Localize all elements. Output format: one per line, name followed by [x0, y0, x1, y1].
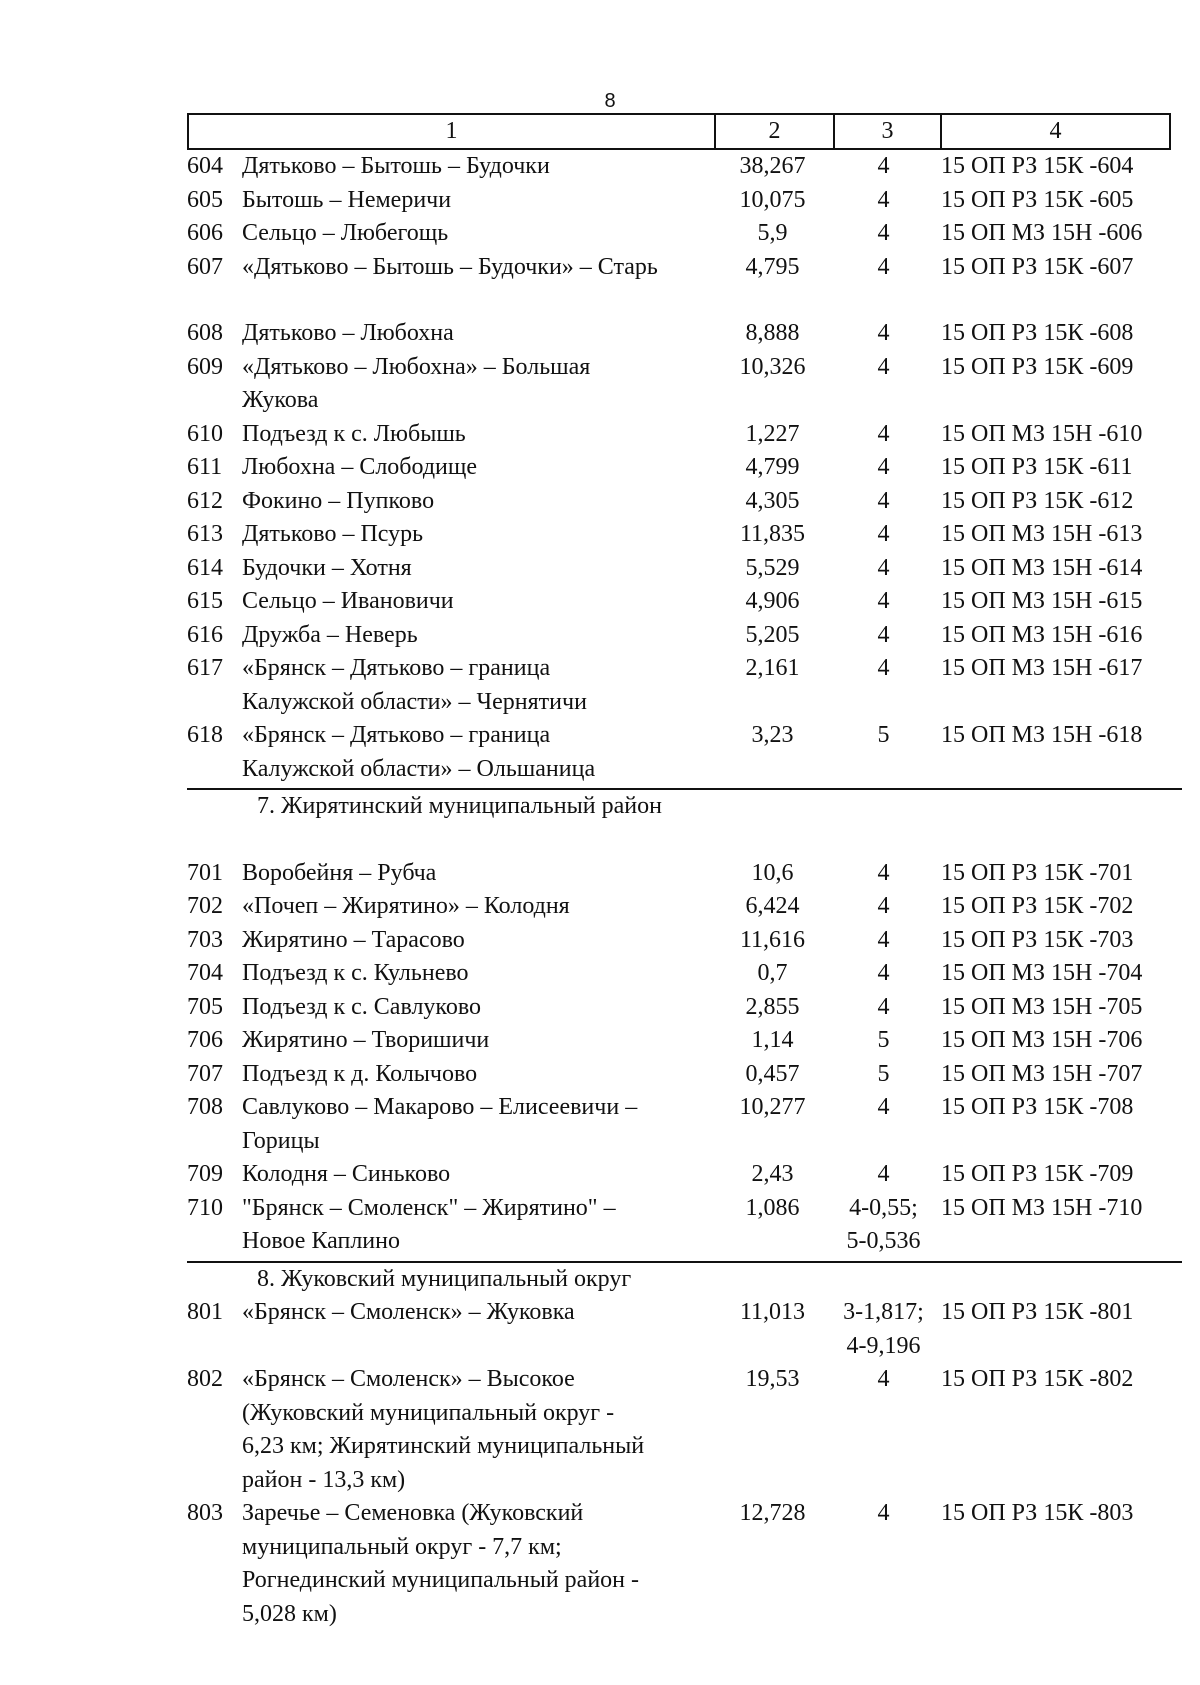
- table-row: [187, 351, 1200, 418]
- road-category: [831, 184, 936, 218]
- road-name-line: Фокино – Пупково: [242, 487, 435, 514]
- road-category-line: 4: [877, 554, 890, 581]
- road-length: 2,43: [751, 1161, 794, 1187]
- road-name: [240, 1296, 714, 1363]
- road-length: 5,529: [745, 554, 800, 581]
- road-category: [831, 1363, 936, 1497]
- road-name: [240, 351, 714, 418]
- road-name: [240, 1091, 714, 1158]
- road-code: 15 ОП МЗ 15Н -705: [941, 993, 1143, 1020]
- road-name-line: «Дятьково – Любохна» – Большая: [242, 353, 591, 380]
- road-code: 15 ОП МЗ 15Н -610: [941, 420, 1143, 447]
- road-number: 618: [187, 722, 223, 748]
- road-name-line: Дятьково – Любохна: [242, 320, 454, 346]
- road-category-line: 4-9,196: [846, 1332, 921, 1359]
- road-category-line: 4: [877, 186, 890, 213]
- table-row: [187, 957, 1200, 991]
- road-length: 1,086: [745, 1194, 800, 1221]
- road-name-line: Савлуково – Макарово – Елисеевичи –: [242, 1094, 638, 1120]
- table-row: [187, 317, 1200, 351]
- road-category-line: 4: [877, 655, 890, 681]
- road-code: 15 ОП РЗ 15К -703: [941, 926, 1134, 953]
- table-row: [187, 1192, 1200, 1259]
- header-col-1: 1: [189, 115, 716, 148]
- road-code: 15 ОП РЗ 15К -612: [941, 487, 1134, 514]
- road-category-line: 5: [877, 1027, 890, 1053]
- road-name-line: Любохна – Слободище: [242, 454, 478, 480]
- road-name: [240, 518, 714, 552]
- road-code: 15 ОП РЗ 15К -608: [941, 320, 1134, 346]
- road-category: [831, 991, 936, 1025]
- road-name: [240, 1497, 714, 1631]
- road-name-line: Подъезд к с. Кульнево: [242, 960, 469, 986]
- road-code: 15 ОП МЗ 15Н -613: [941, 521, 1143, 547]
- road-number: 704: [187, 960, 223, 986]
- road-name-line: Жукова: [242, 387, 319, 413]
- table-row: [187, 150, 1200, 184]
- table-row: [187, 719, 1200, 786]
- road-name-line: "Брянск – Смоленск" – Жирятино" –: [242, 1194, 616, 1221]
- road-name-line: «Дятьково – Бытошь – Будочки» – Старь: [242, 253, 658, 280]
- road-length: 12,728: [739, 1500, 806, 1526]
- road-length: 10,326: [739, 353, 806, 380]
- road-category: [831, 217, 936, 251]
- road-code: 15 ОП РЗ 15К -607: [941, 253, 1134, 280]
- road-category-line: 4: [877, 353, 890, 380]
- road-number: 608: [187, 320, 223, 346]
- road-category-line: 3-1,817;: [843, 1299, 924, 1325]
- road-category: [831, 351, 936, 418]
- road-category-line: 4: [877, 220, 890, 246]
- road-category: [831, 1192, 936, 1259]
- road-number: 701: [187, 859, 223, 886]
- road-category: [831, 857, 936, 891]
- spacer: [187, 824, 1200, 857]
- road-number: 702: [187, 893, 223, 919]
- road-name-line: Дятьково – Псурь: [242, 521, 424, 547]
- road-category: [831, 1058, 936, 1092]
- table-row: [187, 1497, 1200, 1631]
- road-number: 709: [187, 1161, 223, 1187]
- road-code: 15 ОП МЗ 15Н -706: [941, 1027, 1143, 1053]
- road-number: 706: [187, 1027, 223, 1053]
- road-category-line: 4: [877, 993, 890, 1020]
- road-length: 3,23: [751, 722, 794, 748]
- road-category-line: 4: [877, 1161, 890, 1187]
- road-category-line: 4: [877, 621, 890, 648]
- road-name-line: муниципальный округ - 7,7 км;: [242, 1533, 562, 1560]
- table-row: [187, 418, 1200, 452]
- table-row: [187, 518, 1200, 552]
- road-length: 4,799: [745, 454, 800, 480]
- road-category-line: 4-0,55;: [849, 1194, 918, 1221]
- table-row: [187, 1091, 1200, 1158]
- road-category-line: 4: [877, 960, 890, 986]
- road-length: 11,835: [739, 521, 806, 547]
- road-code: 15 ОП РЗ 15К -604: [941, 153, 1134, 179]
- road-category-line: 4: [877, 487, 890, 514]
- road-category: [831, 1296, 936, 1363]
- road-category: [831, 1497, 936, 1631]
- road-length: 1,14: [751, 1027, 794, 1053]
- header-col-2: 2: [716, 115, 835, 148]
- road-name-line: 5,028 км): [242, 1600, 337, 1627]
- road-length: 8,888: [745, 320, 800, 346]
- road-length: 10,277: [739, 1094, 806, 1120]
- road-category: [831, 251, 936, 285]
- road-category: [831, 485, 936, 519]
- table-row: [187, 991, 1200, 1025]
- road-name: [240, 451, 714, 485]
- road-name: [240, 857, 714, 891]
- road-code: 15 ОП РЗ 15К -702: [941, 893, 1134, 919]
- road-number: 607: [187, 253, 223, 280]
- table-row: [187, 451, 1200, 485]
- road-category: [831, 451, 936, 485]
- road-number: 801: [187, 1299, 223, 1325]
- road-category: [831, 652, 936, 719]
- road-code: 15 ОП МЗ 15Н -617: [941, 655, 1143, 681]
- road-code: 15 ОП РЗ 15К -701: [941, 859, 1134, 886]
- road-category-line: 4: [877, 420, 890, 447]
- road-length: 11,616: [739, 926, 806, 953]
- road-code: 15 ОП РЗ 15К -605: [941, 186, 1134, 213]
- road-category-line: 4: [877, 859, 890, 886]
- road-code: 15 ОП РЗ 15К -611: [941, 454, 1133, 480]
- road-category: [831, 1091, 936, 1158]
- road-number: 613: [187, 521, 223, 547]
- road-category-line: 4: [877, 893, 890, 919]
- road-name-line: Подъезд к с. Савлуково: [242, 993, 482, 1020]
- road-length: 0,457: [745, 1060, 800, 1087]
- road-name-line: Колодня – Синьково: [242, 1161, 451, 1187]
- road-length: 2,161: [745, 655, 800, 681]
- table-row: [187, 619, 1200, 653]
- road-number: 615: [187, 588, 223, 614]
- table-row: [187, 485, 1200, 519]
- road-name: [240, 1363, 714, 1497]
- road-category: [831, 150, 936, 184]
- road-category-line: 4: [877, 320, 890, 346]
- road-name-line: «Почеп – Жирятино» – Колодня: [242, 893, 570, 919]
- road-name: [240, 485, 714, 519]
- road-name: [240, 217, 714, 251]
- road-number: 616: [187, 621, 223, 648]
- road-length: 6,424: [745, 893, 800, 919]
- page-number: 8: [604, 90, 616, 112]
- road-name-line: Рогнединский муниципальный район -: [242, 1567, 640, 1593]
- road-code: 15 ОП МЗ 15Н -615: [941, 588, 1143, 614]
- road-name: [240, 991, 714, 1025]
- road-category-line: 5: [877, 722, 890, 748]
- table-row: [187, 585, 1200, 619]
- road-category-line: 4: [877, 153, 890, 179]
- header-col-3: 3: [835, 115, 942, 148]
- table-row: [187, 251, 1200, 285]
- road-name-line: Дятьково – Бытошь – Будочки: [242, 153, 550, 179]
- road-number: 707: [187, 1060, 223, 1087]
- road-code: 15 ОП МЗ 15Н -606: [941, 220, 1143, 246]
- road-length: 4,906: [745, 588, 800, 614]
- road-name: [240, 890, 714, 924]
- table-row: [187, 924, 1200, 958]
- road-name: [240, 1058, 714, 1092]
- section-title: 7. Жирятинский муниципальный район: [257, 793, 662, 819]
- road-category: [831, 418, 936, 452]
- road-category: [831, 317, 936, 351]
- table-row: [187, 184, 1200, 218]
- road-category-line: 4: [877, 454, 890, 480]
- road-category-line: 4: [877, 521, 890, 547]
- road-category: [831, 719, 936, 786]
- road-number: 604: [187, 153, 223, 179]
- road-number: 803: [187, 1500, 223, 1526]
- road-name: [240, 652, 714, 719]
- road-name-line: Подъезд к д. Колычово: [242, 1060, 478, 1087]
- road-length: 2,855: [745, 993, 800, 1020]
- road-name-line: Сельцо – Любегощь: [242, 220, 449, 246]
- road-number: 708: [187, 1094, 223, 1120]
- road-number: 617: [187, 655, 223, 681]
- road-name: [240, 957, 714, 991]
- road-code: 15 ОП РЗ 15К -802: [941, 1366, 1134, 1392]
- road-number: 606: [187, 220, 223, 246]
- road-name-line: Дружба – Неверь: [242, 621, 418, 648]
- road-category: [831, 1024, 936, 1058]
- road-length: 10,075: [739, 186, 806, 213]
- table-row: [187, 857, 1200, 891]
- road-name-line: Калужской области» – Ольшаница: [242, 755, 596, 782]
- road-category: [831, 1158, 936, 1192]
- road-code: 15 ОП РЗ 15К -709: [941, 1161, 1134, 1187]
- road-name: [240, 317, 714, 351]
- road-category: [831, 585, 936, 619]
- road-name: [240, 184, 714, 218]
- road-name-line: Заречье – Семеновка (Жуковский: [242, 1500, 584, 1526]
- table-row: [187, 890, 1200, 924]
- road-category: [831, 890, 936, 924]
- road-category-line: 4: [877, 1366, 890, 1392]
- road-category-line: 4: [877, 253, 890, 280]
- road-category: [831, 924, 936, 958]
- road-name: [240, 1192, 714, 1259]
- road-number: 705: [187, 993, 223, 1020]
- road-number: 611: [187, 454, 223, 480]
- road-number: 703: [187, 926, 223, 953]
- road-name-line: Подъезд к с. Любышь: [242, 420, 466, 447]
- road-length: 19,53: [745, 1366, 800, 1392]
- road-name-line: «Брянск – Смоленск» – Высокое: [242, 1366, 575, 1392]
- road-name: [240, 719, 714, 786]
- road-name: [240, 251, 714, 285]
- table-row: [187, 552, 1200, 586]
- road-name-line: Горицы: [242, 1127, 320, 1154]
- road-length: 5,9: [757, 220, 788, 246]
- road-name-line: «Брянск – Дятьково – граница: [242, 655, 551, 681]
- road-name-line: (Жуковский муниципальный округ -: [242, 1399, 615, 1426]
- road-number: 605: [187, 186, 223, 213]
- road-name-line: район - 13,3 км): [242, 1466, 406, 1493]
- road-name: [240, 924, 714, 958]
- road-code: 15 ОП МЗ 15Н -710: [941, 1194, 1143, 1221]
- header-col-4: 4: [1049, 118, 1062, 144]
- road-number: 609: [187, 353, 223, 380]
- road-category-line: 4: [877, 1500, 890, 1526]
- road-category-line: 4: [877, 926, 890, 953]
- road-name: [240, 418, 714, 452]
- road-name-line: Жирятино – Тарасово: [242, 926, 465, 953]
- road-length: 0,7: [757, 960, 788, 986]
- road-name-line: Будочки – Хотня: [242, 554, 412, 581]
- road-code: 15 ОП МЗ 15Н -704: [941, 960, 1143, 986]
- table-row: [187, 217, 1200, 251]
- road-name-line: Новое Каплино: [242, 1228, 400, 1254]
- table-row: [187, 1158, 1200, 1192]
- table-row: [187, 1024, 1200, 1058]
- table-row: [187, 1363, 1200, 1497]
- road-code: 15 ОП РЗ 15К -803: [941, 1500, 1134, 1526]
- road-name: [240, 552, 714, 586]
- table-body: [187, 150, 1200, 1631]
- road-category-line: 5-0,536: [846, 1228, 921, 1254]
- road-name-line: «Брянск – Дятьково – граница: [242, 722, 551, 748]
- road-category: [831, 552, 936, 586]
- road-name-line: Калужской области» – Чернятичи: [242, 688, 587, 715]
- table-header: [187, 113, 1171, 150]
- road-length: 11,013: [739, 1299, 806, 1325]
- road-category-line: 4: [877, 588, 890, 614]
- table-row: [187, 652, 1200, 719]
- road-code: 15 ОП МЗ 15Н -616: [941, 621, 1143, 648]
- road-length: 38,267: [739, 153, 806, 179]
- road-code: 15 ОП МЗ 15Н -614: [941, 554, 1143, 581]
- road-category-line: 5: [877, 1060, 890, 1087]
- road-length: 1,227: [745, 420, 800, 447]
- table-row: [187, 1058, 1200, 1092]
- road-category: [831, 619, 936, 653]
- road-category: [831, 518, 936, 552]
- table-row: [187, 1296, 1200, 1363]
- road-name-line: Воробейня – Рубча: [242, 859, 437, 886]
- road-number: 612: [187, 487, 223, 514]
- road-number: 802: [187, 1366, 223, 1392]
- section-title: 8. Жуковский муниципальный округ: [257, 1265, 632, 1292]
- road-code: 15 ОП РЗ 15К -708: [941, 1094, 1134, 1120]
- road-name-line: 6,23 км; Жирятинский муниципальный: [242, 1433, 645, 1459]
- road-name-line: Бытошь – Немеричи: [242, 186, 452, 213]
- spacer: [187, 284, 1200, 317]
- road-code: 15 ОП РЗ 15К -609: [941, 353, 1134, 380]
- road-name-line: Жирятино – Творишичи: [242, 1027, 490, 1053]
- road-name-line: «Брянск – Смоленск» – Жуковка: [242, 1299, 575, 1325]
- road-number: 710: [187, 1194, 223, 1221]
- road-name: [240, 1158, 714, 1192]
- road-length: 4,305: [745, 487, 800, 514]
- road-length: 4,795: [745, 253, 800, 280]
- road-number: 614: [187, 554, 223, 581]
- road-name: [240, 585, 714, 619]
- road-name: [240, 619, 714, 653]
- road-length: 5,205: [745, 621, 800, 648]
- road-name-line: Сельцо – Ивановичи: [242, 588, 454, 614]
- road-length: 10,6: [751, 859, 794, 886]
- road-category-line: 4: [877, 1094, 890, 1120]
- road-code: 15 ОП МЗ 15Н -618: [941, 722, 1143, 748]
- road-category: [831, 957, 936, 991]
- road-name: [240, 150, 714, 184]
- road-number: 610: [187, 420, 223, 447]
- road-code: 15 ОП МЗ 15Н -707: [941, 1060, 1143, 1087]
- road-code: 15 ОП РЗ 15К -801: [941, 1299, 1134, 1325]
- road-name: [240, 1024, 714, 1058]
